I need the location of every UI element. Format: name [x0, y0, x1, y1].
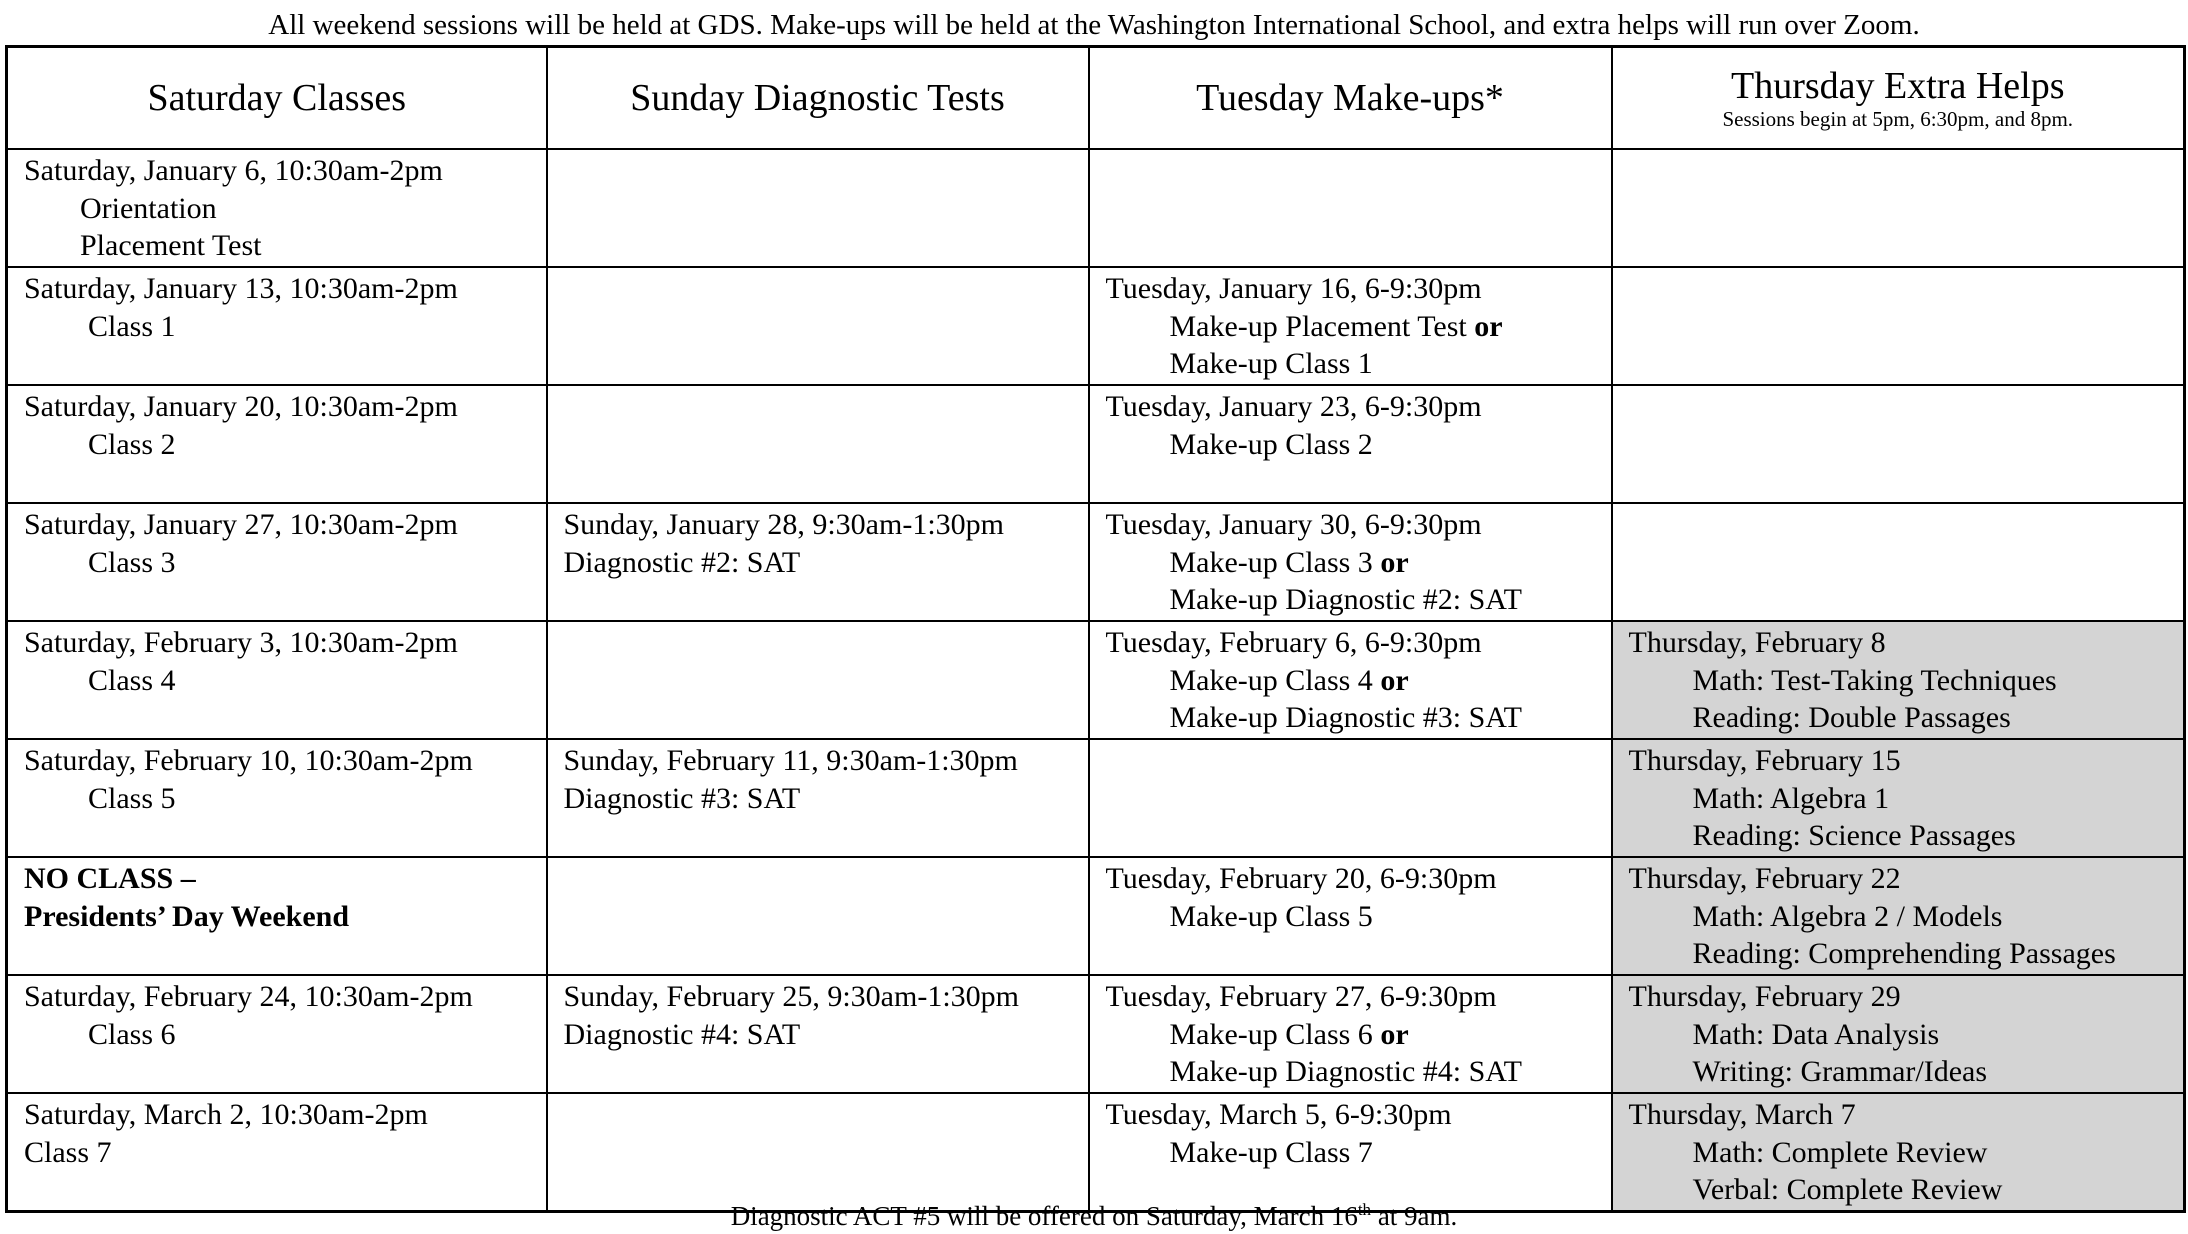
- sunday-cell: [547, 975, 1089, 1093]
- sunday-detail: Diagnostic #2: SAT: [563, 545, 801, 579]
- sunday-cell-empty: [547, 1093, 1089, 1212]
- saturday-detail: Orientation: [80, 191, 217, 225]
- thursday-topic: Math: Test-Taking Techniques: [1692, 663, 2057, 697]
- saturday-detail: Class 2: [88, 427, 176, 461]
- sunday-date: Sunday, February 11, 9:30am-1:30pm: [563, 744, 1018, 777]
- thursday-topic: Math: Data Analysis: [1692, 1017, 1940, 1051]
- saturday-cell: [7, 857, 547, 975]
- tuesday-detail: Make-up Class 5: [1169, 899, 1373, 933]
- tuesday-cell: [1089, 267, 1612, 385]
- sunday-date: Sunday, February 25, 9:30am-1:30pm: [563, 980, 1019, 1013]
- thursday-date: Thursday, March 7: [1628, 1098, 1856, 1131]
- tuesday-detail: Make-up Class 1: [1169, 347, 1373, 380]
- tuesday-date: Tuesday, February 27, 6-9:30pm: [1105, 980, 1497, 1013]
- footer-note: [0, 1200, 2188, 1232]
- thursday-cell-empty: [1612, 385, 2185, 503]
- footer-text-end: at 9am.: [1371, 1201, 1458, 1231]
- saturday-date: Saturday, March 2, 10:30am-2pm: [24, 1098, 428, 1131]
- saturday-cell: [7, 1093, 547, 1212]
- thursday-cell: [1612, 857, 2185, 975]
- column-header-saturday: Saturday Classes: [7, 47, 547, 150]
- footer-text: Diagnostic ACT #5 will be offered on Saturday, March 16: [730, 1201, 1358, 1231]
- table-row: [7, 739, 2185, 857]
- tuesday-detail: Make-up Placement Test: [1169, 309, 1467, 343]
- header-note: All weekend sessions will be held at GDS. Make-ups will be held at the Washington International School, and extra helps will run over Zoom.: [268, 9, 1920, 41]
- tuesday-cell: [1089, 857, 1612, 975]
- sunday-detail: Diagnostic #3: SAT: [563, 781, 801, 815]
- saturday-detail: Class 1: [88, 309, 176, 343]
- saturday-cell: [7, 149, 547, 267]
- saturday-detail: Class 5: [88, 781, 176, 815]
- saturday-cell: [7, 503, 547, 621]
- thursday-cell-empty: [1612, 267, 2185, 385]
- table-row: [7, 149, 2185, 267]
- saturday-detail: Class 4: [88, 663, 176, 697]
- sunday-cell: [547, 503, 1089, 621]
- thursday-date: Thursday, February 22: [1628, 862, 1901, 895]
- tuesday-date: Tuesday, January 16, 6-9:30pm: [1105, 272, 1482, 305]
- no-class-label: NO CLASS –: [24, 862, 196, 895]
- tuesday-date: Tuesday, January 30, 6-9:30pm: [1105, 508, 1482, 541]
- saturday-date: Saturday, February 24, 10:30am-2pm: [24, 980, 473, 1013]
- table-row: [7, 975, 2185, 1093]
- saturday-detail: Class 6: [88, 1017, 176, 1051]
- saturday-date: Saturday, January 20, 10:30am-2pm: [24, 390, 458, 423]
- thursday-date: Thursday, February 29: [1628, 980, 1901, 1013]
- saturday-cell: [7, 267, 547, 385]
- thursday-date: Thursday, February 15: [1628, 744, 1901, 777]
- sunday-cell: [547, 739, 1089, 857]
- tuesday-date: Tuesday, January 23, 6-9:30pm: [1105, 390, 1482, 423]
- thursday-subtitle: Sessions begin at 5pm, 6:30pm, and 8pm.: [1722, 107, 2074, 131]
- thursday-topic: Writing: Grammar/Ideas: [1692, 1055, 1988, 1088]
- tuesday-cell: [1089, 621, 1612, 739]
- column-header-sunday: Sunday Diagnostic Tests: [547, 47, 1089, 150]
- saturday-date: Saturday, February 10, 10:30am-2pm: [24, 744, 473, 777]
- column-header-tuesday: Tuesday Make-ups*: [1089, 47, 1612, 150]
- or-label: or: [1380, 545, 1409, 579]
- tuesday-date: Tuesday, February 6, 6-9:30pm: [1105, 626, 1482, 659]
- tuesday-detail: Make-up Diagnostic #2: SAT: [1169, 583, 1522, 616]
- schedule-table: [5, 45, 2186, 1213]
- thursday-topic: Verbal: Complete Review: [1692, 1173, 2003, 1206]
- table-row: [7, 267, 2185, 385]
- saturday-detail: Class 3: [88, 545, 176, 579]
- holiday-label: Presidents’ Day Weekend: [24, 899, 350, 933]
- table-row: [7, 385, 2185, 503]
- thursday-title: Thursday Extra Helps: [1731, 65, 2065, 107]
- tuesday-cell-empty: [1089, 149, 1612, 267]
- thursday-cell: [1612, 1093, 2185, 1212]
- tuesday-date: Tuesday, March 5, 6-9:30pm: [1105, 1098, 1452, 1131]
- tuesday-detail: Make-up Class 3: [1169, 545, 1373, 579]
- saturday-cell: [7, 975, 547, 1093]
- sunday-cell-empty: [547, 385, 1089, 503]
- saturday-date: Saturday, January 27, 10:30am-2pm: [24, 508, 458, 541]
- tuesday-cell: [1089, 503, 1612, 621]
- tuesday-detail: Make-up Class 6: [1169, 1017, 1373, 1051]
- tuesday-cell: [1089, 1093, 1612, 1212]
- column-header-thursday: [1612, 47, 2185, 150]
- sunday-cell-empty: [547, 621, 1089, 739]
- table-row: [7, 857, 2185, 975]
- thursday-topic: Reading: Double Passages: [1692, 701, 2011, 734]
- saturday-cell: [7, 385, 547, 503]
- tuesday-detail: Make-up Diagnostic #4: SAT: [1169, 1055, 1522, 1088]
- tuesday-detail: Make-up Class 2: [1169, 427, 1373, 461]
- thursday-cell-empty: [1612, 149, 2185, 267]
- thursday-topic: Reading: Comprehending Passages: [1692, 937, 2116, 970]
- table-row: [7, 503, 2185, 621]
- thursday-date: Thursday, February 8: [1628, 626, 1886, 659]
- thursday-topic: Reading: Science Passages: [1692, 819, 2016, 852]
- footer-ordinal-suffix: th: [1357, 1200, 1372, 1219]
- thursday-topic: Math: Algebra 1: [1692, 781, 1890, 815]
- or-label: or: [1474, 309, 1503, 343]
- tuesday-detail: Make-up Class 4: [1169, 663, 1373, 697]
- sunday-cell-empty: [547, 267, 1089, 385]
- tuesday-cell: [1089, 385, 1612, 503]
- tuesday-detail: Make-up Diagnostic #3: SAT: [1169, 701, 1522, 734]
- saturday-date: Saturday, January 13, 10:30am-2pm: [24, 272, 458, 305]
- saturday-date: Saturday, January 6, 10:30am-2pm: [24, 154, 443, 187]
- tuesday-date: Tuesday, February 20, 6-9:30pm: [1105, 862, 1497, 895]
- or-label: or: [1380, 1017, 1409, 1051]
- header-row: [7, 47, 2185, 150]
- thursday-cell: [1612, 739, 2185, 857]
- tuesday-cell: [1089, 975, 1612, 1093]
- tuesday-detail: Make-up Class 7: [1169, 1135, 1373, 1169]
- thursday-topic: Math: Complete Review: [1692, 1135, 1988, 1169]
- saturday-date: Saturday, February 3, 10:30am-2pm: [24, 626, 458, 659]
- sunday-detail: Diagnostic #4: SAT: [563, 1017, 801, 1051]
- saturday-detail: Class 7: [24, 1135, 112, 1169]
- sunday-cell-empty: [547, 857, 1089, 975]
- thursday-cell: [1612, 621, 2185, 739]
- saturday-detail: Placement Test: [80, 229, 262, 262]
- sunday-date: Sunday, January 28, 9:30am-1:30pm: [563, 508, 1004, 541]
- thursday-topic: Math: Algebra 2 / Models: [1692, 899, 2003, 933]
- saturday-cell: [7, 621, 547, 739]
- saturday-cell: [7, 739, 547, 857]
- sunday-cell-empty: [547, 149, 1089, 267]
- table-row: [7, 621, 2185, 739]
- thursday-cell: [1612, 975, 2185, 1093]
- or-label: or: [1380, 663, 1409, 697]
- tuesday-cell-empty: [1089, 739, 1612, 857]
- thursday-cell-empty: [1612, 503, 2185, 621]
- table-row: [7, 1093, 2185, 1212]
